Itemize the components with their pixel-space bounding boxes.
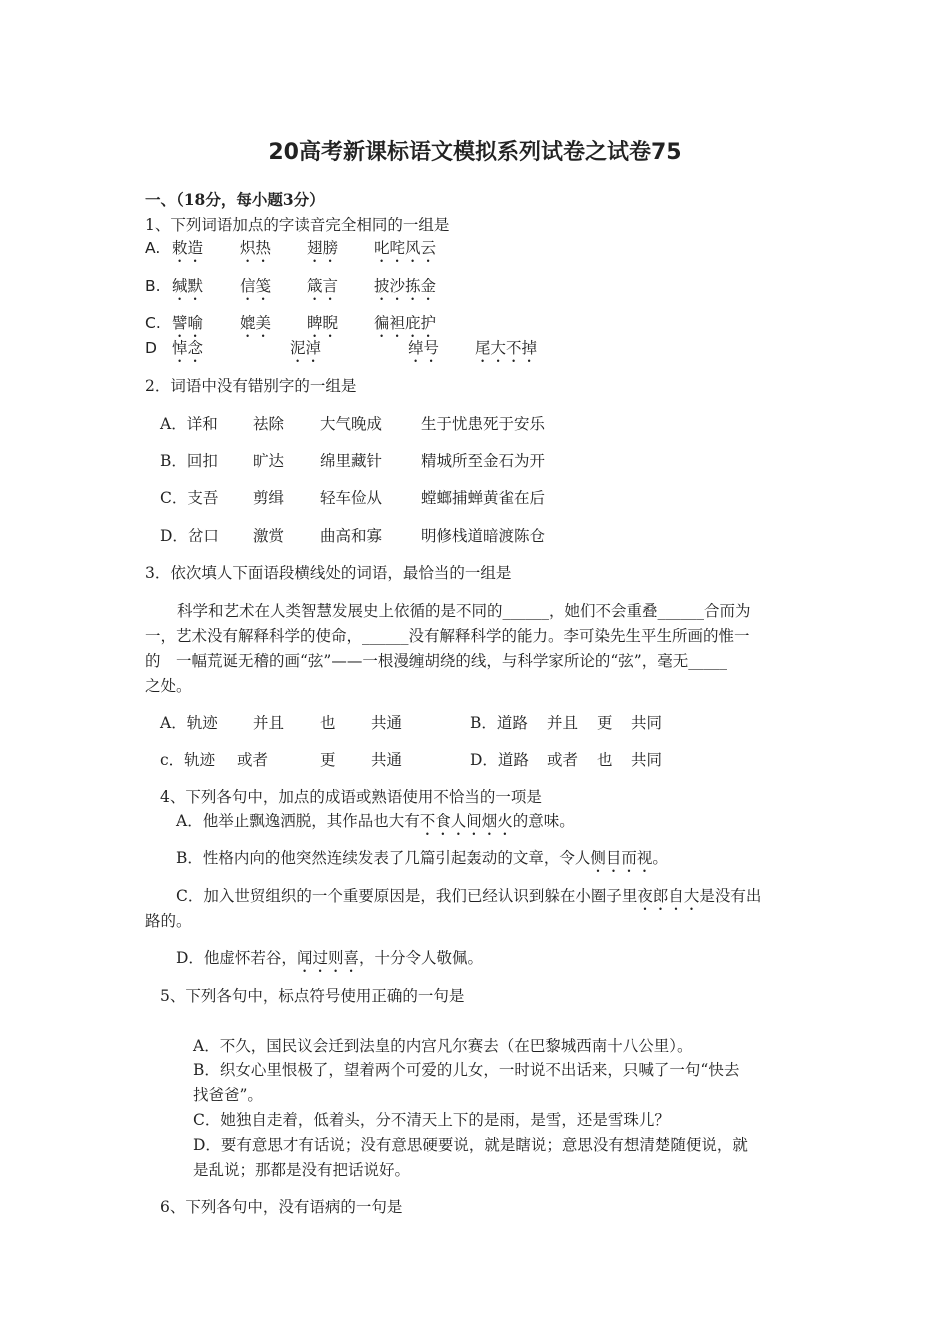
q2-option-d-label: D．岔口	[160, 527, 219, 545]
q3-passage-line2: 一，艺术没有解释科学的使命，______没有解释科学的能力。李可染先生平生所画的惟一	[145, 627, 750, 645]
q2-option-b-label: B．回扣	[160, 452, 218, 470]
q4-option-c: C．加入世贸组织的一个重要原因是，我们已经认识到躲在小圈子里夜郎自大是没有出	[176, 887, 762, 905]
q4-option-d-emphasis: 闻过则喜	[296, 949, 359, 967]
q2-option-c-word2: 剪缉	[253, 489, 285, 507]
q3-option-b-word3: 更	[597, 714, 613, 732]
q1-option-c-word3: 睥睨	[307, 314, 339, 332]
q4-stem: 4、下列各句中，加点的成语或熟语使用不恰当的一项是	[160, 788, 542, 806]
q4-option-d: D．他虚怀若谷，闻过则喜，十分令人敬佩。	[176, 949, 483, 967]
q3-option-a-word3: 也	[320, 714, 336, 732]
q2-option-b-word3: 绵里藏针	[320, 452, 383, 470]
q2-stem: 2．词语中没有错别字的一组是	[145, 377, 357, 395]
q2-option-d-word3: 曲高和寡	[320, 527, 383, 545]
q3-passage-line3: 的 一幅荒诞无稽的画“弦”——一根漫缠胡绕的线，与科学家所论的“弦”，毫无_____	[145, 652, 727, 670]
q2-option-c-word4: 螳螂捕蝉黄雀在后	[421, 489, 546, 507]
q1-option-d-word1: 悼念	[172, 339, 204, 357]
q2-option-c-label: C．支吾	[160, 489, 219, 507]
q5-option-a: A．不久，国民议会迁到法皇的内宫凡尔赛去（在巴黎城西南十八公里）。	[193, 1037, 693, 1055]
page-title: 20高考新课标语文模拟系列试卷之试卷75	[268, 140, 682, 165]
q3-option-d-word4: 共同	[631, 751, 663, 769]
q1-option-c-label: C.	[145, 314, 161, 332]
q1-option-a-label: A.	[145, 239, 161, 257]
q2-option-a-word4: 生于忧患死于安乐	[421, 415, 546, 433]
q3-option-c-label: c．轨迹	[160, 751, 216, 769]
q4-option-a-emphasis: 不食人间烟火	[419, 812, 513, 830]
q1-option-b-word4: 披沙拣金	[374, 277, 437, 295]
q1-option-b-word3: 箴言	[307, 277, 339, 295]
q5-option-b-line1: B．织女心里恨极了，望着两个可爱的儿女，一时说不出话来，只喊了一句“快去	[193, 1061, 740, 1079]
q1-option-c-word1: 譬喻	[172, 314, 204, 332]
q4-option-c-line2: 路的。	[145, 912, 192, 930]
q3-option-d-word2: 或者	[547, 751, 579, 769]
q3-option-a-label: A．轨迹	[160, 714, 218, 732]
q3-option-c-word3: 更	[320, 751, 336, 769]
q1-option-c-word2: 媲美	[240, 314, 272, 332]
q2-option-a-label: A．详和	[160, 415, 218, 433]
q3-option-b-word2: 并且	[547, 714, 579, 732]
q3-option-a-word2: 并且	[253, 714, 285, 732]
q2-option-b-word2: 旷达	[253, 452, 285, 470]
q4-option-b-emphasis: 侧目而视	[590, 849, 653, 867]
q1-option-d-word2: 泥淖	[290, 339, 322, 357]
q1-option-a-word1: 敕造	[172, 239, 204, 257]
q2-option-d-word4: 明修栈道暗渡陈仓	[421, 527, 546, 545]
q3-passage-line4: 之处。	[145, 677, 192, 695]
section-header: 一、（18分，每小题3分）	[145, 190, 325, 209]
q1-option-c-word4: 徧袒庇护	[374, 314, 437, 332]
q1-option-b-word2: 信笺	[240, 277, 272, 295]
q5-option-c: C．她独自走着，低着头，分不清天上下的是雨，是雪，还是雪珠儿？	[193, 1111, 670, 1129]
q1-option-d-word3: 绰号	[408, 339, 440, 357]
q5-stem: 5、下列各句中，标点符号使用正确的一句是	[160, 987, 465, 1005]
q4-option-b: B．性格内向的他突然连续发表了几篇引起轰动的文章，令人侧目而视。	[176, 849, 668, 867]
q3-option-d-word3: 也	[597, 751, 613, 769]
q1-option-a-word4: 叱咤风云	[374, 239, 437, 257]
q2-option-c-word3: 轻车俭从	[320, 489, 383, 507]
q3-passage-line1: 科学和艺术在人类智慧发展史上依循的是不同的______，她们不会重叠______合而为	[177, 602, 751, 620]
q5-option-d-line2: 是乱说；那都是没有把话说好。	[193, 1161, 411, 1179]
q2-option-d-word2: 激赏	[253, 527, 285, 545]
q3-option-b-word4: 共同	[631, 714, 663, 732]
q1-option-d-label: D	[145, 339, 157, 357]
q3-stem: 3．依次填人下面语段横线处的词语，最恰当的一组是	[145, 564, 512, 582]
q3-option-c-word4: 共通	[371, 751, 403, 769]
q6-stem: 6、下列各句中，没有语病的一句是	[160, 1198, 403, 1216]
q1-option-b-word1: 缄默	[172, 277, 204, 295]
q4-option-c-emphasis: 夜郎自大	[637, 887, 700, 905]
q3-option-d-label: D．道路	[470, 751, 529, 769]
q3-option-a-word4: 共通	[371, 714, 403, 732]
q2-option-b-word4: 精城所至金石为开	[421, 452, 546, 470]
q1-option-a-word2: 炽热	[240, 239, 272, 257]
q4-option-a: A．他举止飘逸洒脱，其作品也大有不食人间烟火的意味。	[176, 812, 575, 830]
q5-option-d-line1: D．要有意思才有话说；没有意思硬要说，就是瞎说；意思没有想清楚随便说，就	[193, 1136, 748, 1154]
q1-option-b-label: B.	[145, 277, 161, 295]
q3-option-b-label: B．道路	[470, 714, 528, 732]
q1-stem: 1、下列词语加点的字读音完全相同的一组是	[145, 216, 450, 234]
q5-option-b-line2: 找爸爸”。	[193, 1086, 263, 1104]
q1-option-d-word4: 尾大不掉	[475, 339, 538, 357]
q1-option-a-word3: 翅膀	[307, 239, 339, 257]
q2-option-a-word3: 大气晚成	[320, 415, 383, 433]
q3-option-c-word2: 或者	[237, 751, 269, 769]
q2-option-a-word2: 祛除	[253, 415, 285, 433]
